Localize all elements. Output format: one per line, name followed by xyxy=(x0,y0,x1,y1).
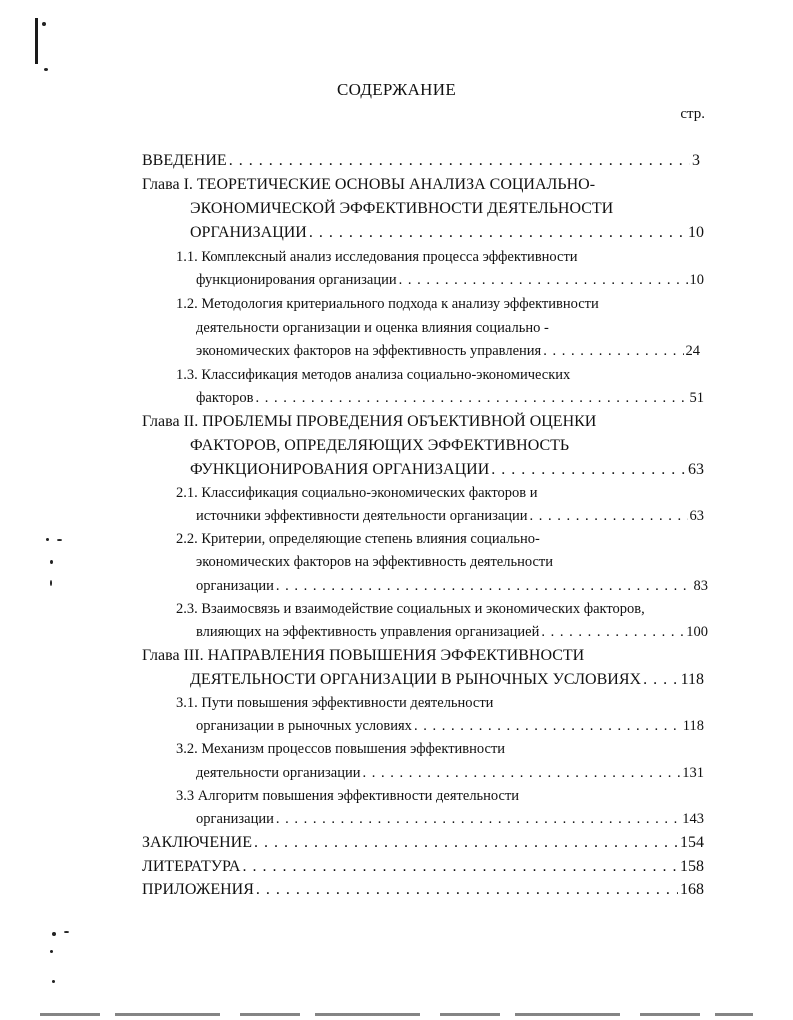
toc-section-3-2-line-1[interactable]: 3.2. Механизм процессов повышения эффективности xyxy=(176,741,506,757)
scan-speck xyxy=(64,931,69,933)
toc-section-2-3-line-2[interactable] xyxy=(196,624,708,641)
toc-entry-title: ЗАКЛЮЧЕНИЕ xyxy=(142,834,252,851)
toc-entry-literature[interactable] xyxy=(142,858,704,876)
leader-dots xyxy=(242,858,678,876)
toc-chapter-1-line-1[interactable]: Глава I. ТЕОРЕТИЧЕСКИЕ ОСНОВЫ АНАЛИЗА СОЦИАЛЬНО- xyxy=(142,176,596,193)
leader-dots xyxy=(643,671,679,689)
leader-dots xyxy=(541,624,684,641)
toc-entry-title: организации xyxy=(196,578,274,594)
toc-entry-title: ОРГАНИЗАЦИИ xyxy=(190,224,307,241)
toc-entry-page: 10 xyxy=(689,272,704,288)
leader-dots xyxy=(399,272,688,289)
toc-entry-page: 168 xyxy=(680,881,704,898)
toc-chapter-1-line-3[interactable] xyxy=(190,224,704,242)
toc-section-3-1-line-2[interactable] xyxy=(196,718,704,735)
toc-entry-title: ЛИТЕРАТУРА xyxy=(142,858,241,875)
toc-chapter-2-line-2[interactable]: ФАКТОРОВ, ОПРЕДЕЛЯЮЩИХ ЭФФЕКТИВНОСТЬ xyxy=(190,437,570,454)
scan-speck xyxy=(52,980,55,983)
toc-entry-title: организации xyxy=(196,811,274,827)
leader-dots xyxy=(362,765,680,782)
leader-dots xyxy=(256,881,678,899)
toc-entry-page: 83 xyxy=(693,578,708,594)
toc-entry-title: источники эффективности деятельности организации xyxy=(196,508,528,524)
leader-dots xyxy=(530,508,688,525)
toc-entry-page: 3 xyxy=(692,152,700,169)
toc-section-3-3-line-2[interactable] xyxy=(196,811,704,828)
toc-entry-title: экономических факторов на эффективность управления xyxy=(196,343,542,359)
scan-speck xyxy=(50,950,53,953)
toc-entry-title: функционирования организации xyxy=(196,272,397,288)
toc-entry-title: ВВЕДЕНИЕ xyxy=(142,152,227,169)
toc-chapter-3-line-2[interactable] xyxy=(190,671,704,689)
toc-section-1-3-line-1[interactable]: 1.3. Классификация методов анализа социально-экономических xyxy=(176,367,571,383)
leader-dots xyxy=(229,152,690,170)
leader-dots xyxy=(543,343,683,360)
toc-entry-title: факторов xyxy=(196,390,254,406)
toc-entry-conclusion[interactable] xyxy=(142,834,704,852)
toc-entry-page: 63 xyxy=(688,461,704,478)
scan-margin-line xyxy=(35,18,38,64)
scan-speck xyxy=(44,68,48,71)
scan-speck xyxy=(46,538,49,541)
toc-section-2-1-line-1[interactable]: 2.1. Классификация социально-экономических факторов и xyxy=(176,485,538,501)
toc-entry-page: 51 xyxy=(689,390,704,406)
toc-entry-title: деятельности организации xyxy=(196,765,361,781)
toc-section-1-1-line-1[interactable]: 1.1. Комплексный анализ исследования процесса эффективности xyxy=(176,249,578,265)
toc-section-2-2-line-3[interactable] xyxy=(196,578,708,595)
toc-section-3-1-line-1[interactable]: 3.1. Пути повышения эффективности деятельности xyxy=(176,695,494,711)
toc-entry-page: 63 xyxy=(689,508,704,524)
toc-entry-title: ДЕЯТЕЛЬНОСТИ ОРГАНИЗАЦИИ В РЫНОЧНЫХ УСЛОВИЯХ xyxy=(190,671,642,688)
toc-entry-page: 24 xyxy=(685,343,700,359)
scan-speck xyxy=(52,932,56,936)
toc-entry-title: ПРИЛОЖЕНИЯ xyxy=(142,881,254,898)
toc-entry-page: 100 xyxy=(686,624,708,640)
toc-section-2-2-line-1[interactable]: 2.2. Критерии, определяющие степень влияния социально- xyxy=(176,531,540,547)
toc-entry-title: ФУНКЦИОНИРОВАНИЯ ОРГАНИЗАЦИИ xyxy=(190,461,490,478)
leader-dots xyxy=(255,390,687,407)
toc-entry-page: 158 xyxy=(680,858,704,875)
page-title: СОДЕРЖАНИЕ xyxy=(336,80,457,99)
leader-dots xyxy=(276,578,692,595)
toc-section-1-2-line-3[interactable] xyxy=(196,343,700,360)
toc-chapter-2-line-3[interactable] xyxy=(190,461,704,479)
toc-entry-page: 10 xyxy=(688,224,704,241)
toc-section-3-2-line-2[interactable] xyxy=(196,765,704,782)
toc-entry-page: 131 xyxy=(682,765,704,781)
toc-entry-appendices[interactable] xyxy=(142,881,704,899)
toc-section-2-2-line-2[interactable]: экономических факторов на эффективность деятельности xyxy=(196,554,553,570)
scan-bottom-edge xyxy=(40,1013,753,1016)
toc-section-2-3-line-1[interactable]: 2.3. Взаимосвязь и взаимодействие социальных и экономических факторов, xyxy=(176,601,645,617)
toc-section-1-2-line-1[interactable]: 1.2. Методология критериального подхода к анализу эффективности xyxy=(176,296,599,312)
toc-section-2-1-line-2[interactable] xyxy=(196,508,704,525)
toc-entry-page: 154 xyxy=(680,834,704,851)
toc-entry-title: влияющих на эффективность управления организацией xyxy=(196,624,540,640)
leader-dots xyxy=(254,834,678,852)
toc-chapter-3-line-1[interactable]: Глава III. НАПРАВЛЕНИЯ ПОВЫШЕНИЯ ЭФФЕКТИВНОСТИ xyxy=(142,647,585,664)
toc-chapter-1-line-2[interactable]: ЭКОНОМИЧЕСКОЙ ЭФФЕКТИВНОСТИ ДЕЯТЕЛЬНОСТИ xyxy=(190,200,614,217)
toc-entry-page: 118 xyxy=(680,671,704,688)
toc-section-1-1-line-2[interactable] xyxy=(196,272,704,289)
leader-dots xyxy=(309,224,686,242)
scan-speck xyxy=(50,560,53,564)
toc-entry-page: 118 xyxy=(682,718,704,734)
leader-dots xyxy=(491,461,686,479)
leader-dots xyxy=(276,811,680,828)
toc-section-1-2-line-2[interactable]: деятельности организации и оценка влияния социально - xyxy=(196,320,549,336)
scan-speck xyxy=(57,539,62,541)
toc-section-1-3-line-2[interactable] xyxy=(196,390,704,407)
toc-entry-title: организации в рыночных условиях xyxy=(196,718,412,734)
scan-speck xyxy=(50,580,52,586)
toc-entry-page: 143 xyxy=(682,811,704,827)
leader-dots xyxy=(414,718,681,735)
toc-section-3-3-line-1[interactable]: 3.3 Алгоритм повышения эффективности деятельности xyxy=(176,788,520,804)
scan-speck xyxy=(42,22,46,26)
page-column-label: стр. xyxy=(680,106,705,122)
toc-entry-introduction[interactable] xyxy=(142,152,700,170)
toc-chapter-2-line-1[interactable]: Глава II. ПРОБЛЕМЫ ПРОВЕДЕНИЯ ОБЪЕКТИВНОЙ ОЦЕНКИ xyxy=(142,413,597,430)
